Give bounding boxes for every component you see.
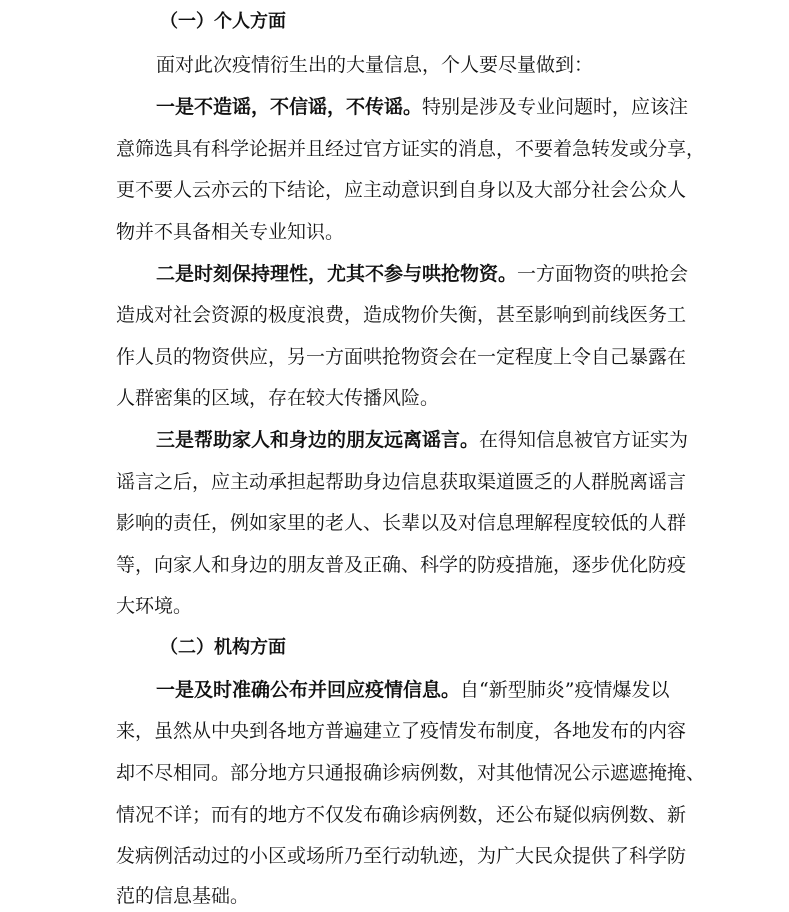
paragraph-lead: 二是时刻保持理性，尤其不参与哄抢物资。 (156, 263, 518, 285)
paragraph-line: 却不尽相同。部分地方只通报确诊病例数，对其他情况公示遮遮掩掩、 (116, 762, 706, 784)
paragraph-line (156, 262, 688, 286)
paragraph-line: 大环境。 (116, 595, 193, 617)
paragraph-line: 范的信息基础。 (116, 885, 250, 907)
paragraph-text: 一方面物资的哄抢会 (517, 263, 689, 285)
paragraph-line: 物并不具备相关专业知识。 (116, 221, 345, 243)
paragraph-line: 影响的责任，例如家里的老人、长辈以及对信息理解程度较低的人群 (116, 512, 687, 534)
paragraph-lead: 一是及时准确公布并回应疫情信息。 (156, 679, 461, 701)
paragraph-line (156, 95, 688, 119)
section-intro: 面对此次疫情衍生出的大量信息，个人要尽量做到： (156, 54, 594, 76)
section-heading-personal: （一）个人方面 (160, 11, 286, 32)
paragraph-line: 谣言之后，应主动承担起帮助身边信息获取渠道匮乏的人群脱离谣言 (116, 471, 687, 493)
paragraph-line: 人群密集的区域，存在较大传播风险。 (116, 387, 440, 409)
paragraph-line: 等，向家人和身边的朋友普及正确、科学的防疫措施，逐步优化防疫 (116, 554, 687, 576)
paragraph-line: 意筛选具有科学论据并且经过官方证实的消息，不要着急转发或分享， (116, 138, 706, 160)
paragraph-line: 来，虽然从中央到各地方普遍建立了疫情发布制度，各地发布的内容 (116, 720, 687, 742)
paragraph-line (156, 678, 669, 702)
paragraph-line: 更不要人云亦云的下结论，应主动意识到自身以及大部分社会公众人 (116, 179, 687, 201)
paragraph-line: 发病例活动过的小区或场所乃至行动轨迹，为广大民众提供了科学防 (116, 845, 687, 867)
paragraph-text: 特别是涉及专业问题时，应该注 (422, 96, 689, 118)
paragraph-line (156, 428, 688, 452)
paragraph-lead: 一是不造谣，不信谣，不传谣。 (156, 96, 423, 118)
paragraph-line: 情况不详；而有的地方不仅发布确诊病例数，还公布疑似病例数、新 (116, 804, 687, 826)
section-heading-institution: （二）机构方面 (160, 637, 286, 658)
paragraph-line: 作人员的物资供应，另一方面哄抢物资会在一定程度上令自己暴露在 (116, 346, 687, 368)
paragraph-line: 造成对社会资源的极度浪费，造成物价失衡，甚至影响到前线医务工 (116, 304, 687, 326)
paragraph-text: 自“新型肺炎”疫情爆发以 (460, 679, 670, 701)
paragraph-lead: 三是帮助家人和身边的朋友远离谣言。 (156, 429, 480, 451)
paragraph-text: 在得知信息被官方证实为 (479, 429, 689, 451)
